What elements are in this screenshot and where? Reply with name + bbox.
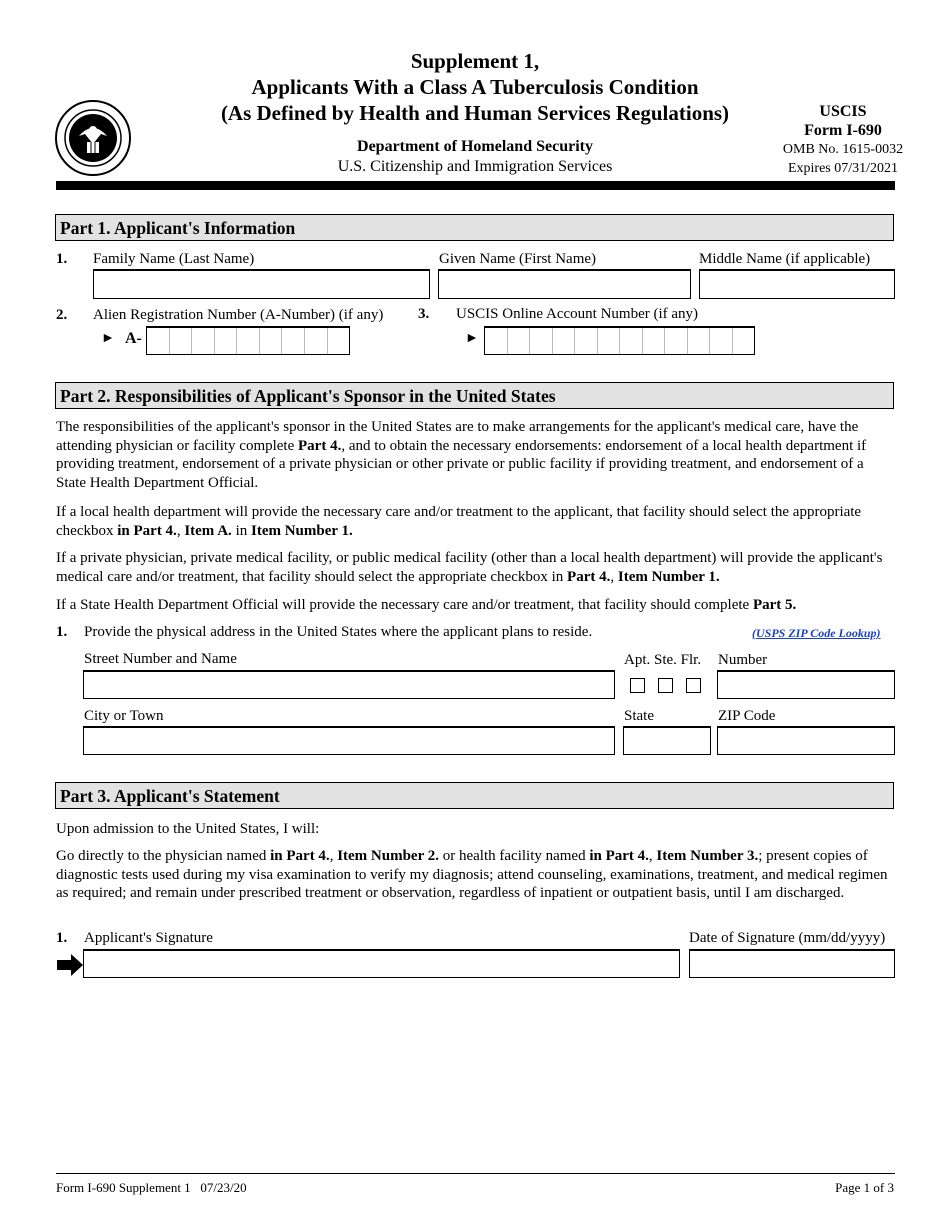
footer-form-id: Form I-690 Supplement 1 07/23/20 — [56, 1180, 247, 1195]
omb-number: OMB No. 1615-0032 — [782, 142, 904, 157]
item-number: 3. — [418, 306, 430, 322]
street-field[interactable] — [83, 670, 615, 699]
number-label: Number — [718, 652, 768, 668]
title-line-3: (As Defined by Health and Human Services Regulations) — [220, 101, 730, 125]
given-name-field[interactable] — [438, 269, 691, 299]
signature-label: Applicant's Signature — [84, 930, 213, 946]
middle-name-field[interactable] — [699, 269, 895, 299]
unit-number-field[interactable] — [717, 670, 895, 699]
family-name-label: Family Name (Last Name) — [93, 251, 255, 267]
part2-paragraph-4: If a State Health Department Official will provide the necessary care and/or treatment, that facility should complete Part 5. — [56, 597, 797, 613]
item-number: 1. — [56, 251, 68, 267]
given-name-label: Given Name (First Name) — [439, 251, 597, 267]
middle-name-label: Middle Name (if applicable) — [699, 251, 871, 267]
form-name: Form I-690 — [804, 122, 882, 139]
part3-statement: Go directly to the physician named in Part 4., Item Number 2. or health facility named in Part 4., Item Number 3.; present copies of diagnostic tests used during my visa examination to verify my diagnosis; attend counseling, examinations, treatment, and medical regimen as required; and remain under prescribed treatment or observation, regardless of inpatient or outpatient basis, until I am discharged. — [56, 848, 888, 901]
title-line-2: Applicants With a Class A Tuberculosis Condition — [251, 75, 699, 99]
form-id-block — [760, 102, 926, 178]
zip-field[interactable] — [717, 726, 895, 755]
city-field[interactable] — [83, 726, 615, 755]
part2-header: Part 2. Responsibilities of Applicant's Sponsor in the United States — [55, 382, 894, 409]
right-arrow-icon — [57, 954, 83, 981]
item-number: 1. — [56, 624, 68, 640]
part3-intro: Upon admission to the United States, I will: — [56, 821, 320, 837]
dhs-seal-icon — [55, 100, 131, 176]
online-account-field[interactable] — [484, 326, 755, 355]
agency-name: U.S. Citizenship and Immigration Services — [337, 158, 613, 175]
item-number: 2. — [56, 307, 68, 323]
street-label: Street Number and Name — [84, 651, 237, 667]
item-number: 1. — [56, 930, 68, 946]
form-title — [190, 48, 760, 126]
part1-header: Part 1. Applicant's Information — [55, 214, 894, 241]
department-name: Department of Homeland Security — [357, 138, 593, 155]
family-name-field[interactable] — [93, 269, 430, 299]
a-number-label: Alien Registration Number (A-Number) (if any) — [93, 307, 384, 323]
footer-divider — [56, 1173, 895, 1174]
state-label: State — [624, 708, 654, 724]
footer-page-number: Page 1 of 3 — [835, 1180, 894, 1195]
apt-ste-flr-label: Apt. Ste. Flr. — [624, 652, 702, 668]
agency-short: USCIS — [819, 103, 867, 120]
a-number-prefix: A- — [125, 330, 142, 347]
arrow-icon: ► — [101, 331, 115, 346]
signature-field[interactable] — [83, 949, 680, 978]
part2-paragraph-2: If a local health department will provide the necessary care and/or treatment to the applicant, that facility should select the appropriate checkbox in Part 4., Item A. in Item Number 1. — [56, 504, 862, 539]
part2-paragraph-1: The responsibilities of the applicant's sponsor in the United States are to make arrangements for the applicant's medical care, have the attending physician or facility complete Part 4., and to obtain the necessary endorsements: endorsement of a local health department if providing treatment, endorsement of a private physician or other private or public facility if providing treatment, and endorsement of a State Health Department Official. — [56, 419, 867, 491]
zip-label: ZIP Code — [718, 708, 776, 724]
part3-header: Part 3. Applicant's Statement — [55, 782, 894, 809]
signature-date-field[interactable] — [689, 949, 895, 978]
header-divider — [56, 181, 895, 190]
city-label: City or Town — [84, 708, 164, 724]
ste-checkbox[interactable] — [658, 678, 673, 693]
signature-date-label: Date of Signature (mm/dd/yyyy) — [689, 930, 886, 946]
part2-paragraph-3: If a private physician, private medical facility, or public medical facility (other than a local health department) will provide the applicant's medical care and/or treatment, that facility should select the appropriate checkbox in Part 4., Item Number 1. — [56, 550, 883, 585]
online-account-label: USCIS Online Account Number (if any) — [456, 306, 699, 322]
state-select[interactable] — [623, 726, 711, 755]
address-instruction: Provide the physical address in the United States where the applicant plans to reside. — [84, 624, 593, 640]
a-number-field[interactable] — [146, 326, 350, 355]
arrow-icon: ► — [465, 331, 479, 346]
apt-checkbox[interactable] — [630, 678, 645, 693]
expiration-date: Expires 07/31/2021 — [787, 161, 899, 176]
title-line-1: Supplement 1, — [410, 49, 540, 73]
zip-code-lookup-link[interactable]: (USPS ZIP Code Lookup) — [752, 626, 881, 640]
flr-checkbox[interactable] — [686, 678, 701, 693]
